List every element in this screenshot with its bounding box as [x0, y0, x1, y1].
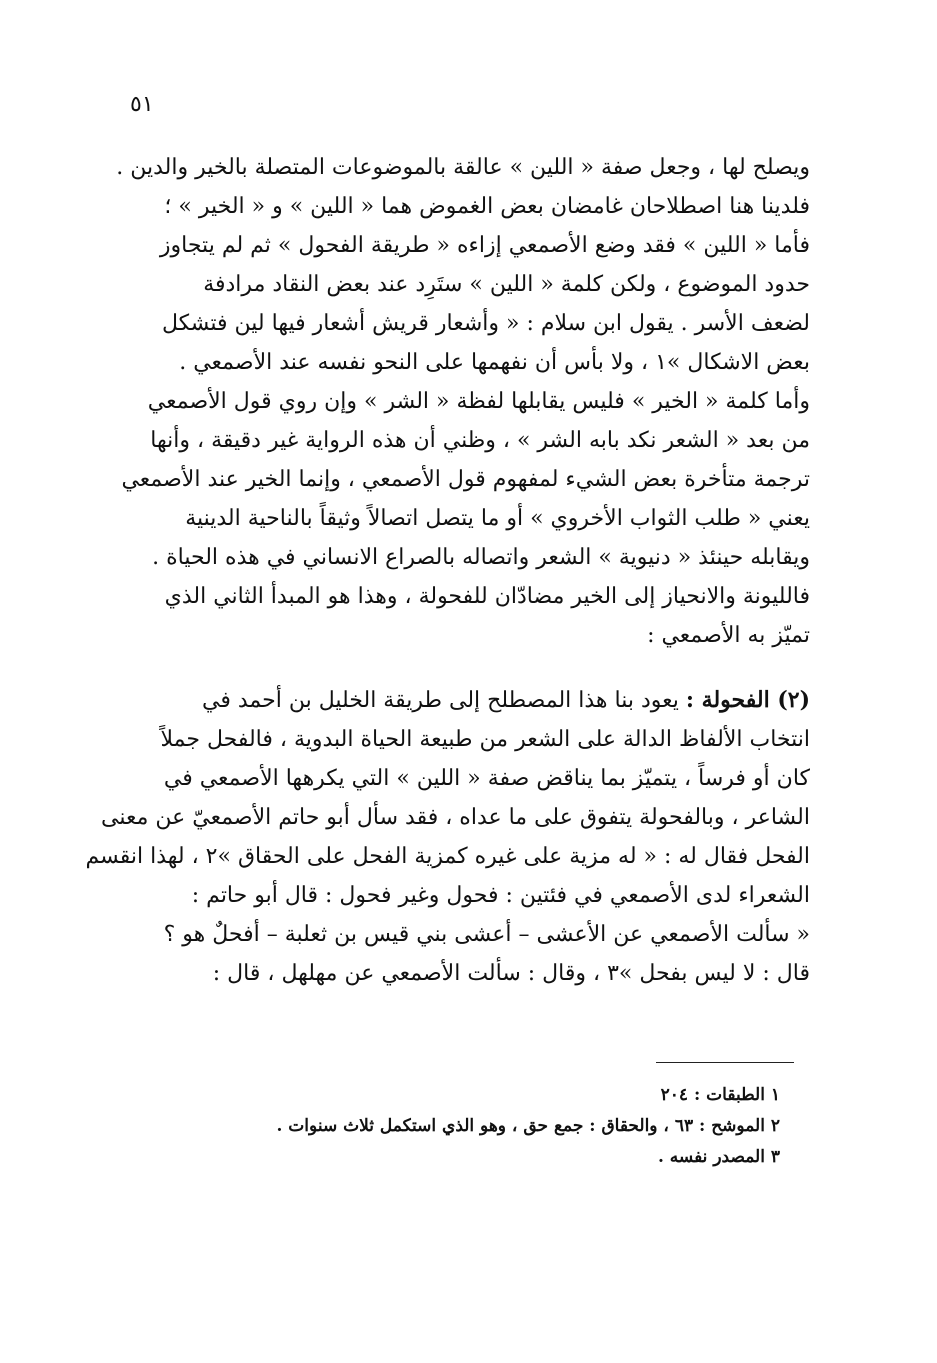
section-heading-line	[130, 681, 810, 720]
text-line: تميّز به الأصمعي :	[647, 623, 810, 648]
text-line: حدود الموضوع ، ولكن كلمة « اللين » ستَرِد عند بعض النقاد مرادفة	[203, 272, 810, 297]
text-line: الفحل فقال له : « له مزية على غيره كمزية الفحل على الحقاق »٢ ، لهذا انقسم	[85, 844, 810, 869]
section-heading: (٢) الفحولة :	[685, 687, 810, 713]
text-line: ترجمة متأخرة بعض الشيء لمفهوم قول الأصمعي ، وإنما الخير عند الأصمعي	[121, 467, 810, 492]
footnote: ٢ الموشح : ٦٣ ، والحقاق : جمع حق ، وهو الذي استكمل ثلاث سنوات .	[276, 1116, 780, 1136]
text-line: كان أو فرساً ، يتميّز بما يناقض صفة « اللين » التي يكرهها الأصمعي في	[163, 766, 810, 791]
text-line: فالليونة والانحياز إلى الخير مضادّان للفحولة ، وهذا هو المبدأ الثاني الذي	[164, 584, 810, 609]
text-line: فلدينا هنا اصطلاحان غامضان بعض الغموض هما « اللين » و « الخير » ؛	[164, 194, 810, 219]
text-line: فأما « اللين » فقد وضع الأصمعي إزاءه « طريقة الفحول » ثم لم يتجاوز	[159, 233, 810, 258]
text-line: من بعد « الشعر نكد بابه الشر » ، وظني أن هذه الرواية غير دقيقة ، وأنها	[150, 428, 810, 453]
text-line: بعض الاشكال »١ ، ولا بأس أن نفهمها على النحو نفسه عند الأصمعي .	[179, 350, 810, 375]
footnote: ١ الطبقات : ٢٠٤	[660, 1085, 780, 1105]
paragraph-gap	[130, 655, 810, 681]
body-text	[85, 148, 810, 993]
footnotes	[200, 1080, 780, 1173]
page-number: ٥١	[130, 92, 154, 117]
text-line: « سألت الأصمعي عن الأعشى – أعشى بني قيس بن ثعلبة – أفحلٌ هو ؟	[163, 922, 810, 947]
footnote: ٣ المصدر نفسه .	[657, 1147, 780, 1167]
text-line: الشاعر ، وبالفحولة يتفوق على ما عداه ، فقد سأل أبو حاتم الأصمعيّ عن معنى	[101, 805, 810, 830]
text-line: يعود بنا هذا المصطلح إلى طريقة الخليل بن أحمد في	[202, 688, 686, 713]
text-line: ويصلح لها ، وجعل صفة « اللين » عالقة بالموضوعات المتصلة بالخير والدين .	[116, 155, 810, 180]
text-line: يعني « طلب الثواب الأخروي » أو ما يتصل اتصالاً وثيقاً بالناحية الدينية	[185, 506, 810, 531]
footnote-divider	[656, 1062, 794, 1063]
text-line: لضعف الأسر . يقول ابن سلام : « وأشعار قريش أشعار فيها لين فتشكل	[161, 311, 810, 336]
text-line: الشعراء لدى الأصمعي في فئتين : فحول وغير فحول : قال أبو حاتم :	[191, 883, 810, 908]
text-line: ويقابله حينئذ « دنيوية » الشعر واتصاله بالصراع الانساني في هذه الحياة .	[152, 545, 810, 570]
text-line: انتخاب الألفاظ الدالة على الشعر من طبيعة الحياة البدوية ، فالفحل جملاً	[160, 727, 810, 752]
text-line: قال : لا ليس بفحل »٣ ، وقال : سألت الأصمعي عن مهلهل ، قال :	[212, 961, 810, 986]
text-line: وأما كلمة « الخير » فليس يقابلها لفظة « الشر » وإن روي قول الأصمعي	[147, 389, 810, 414]
